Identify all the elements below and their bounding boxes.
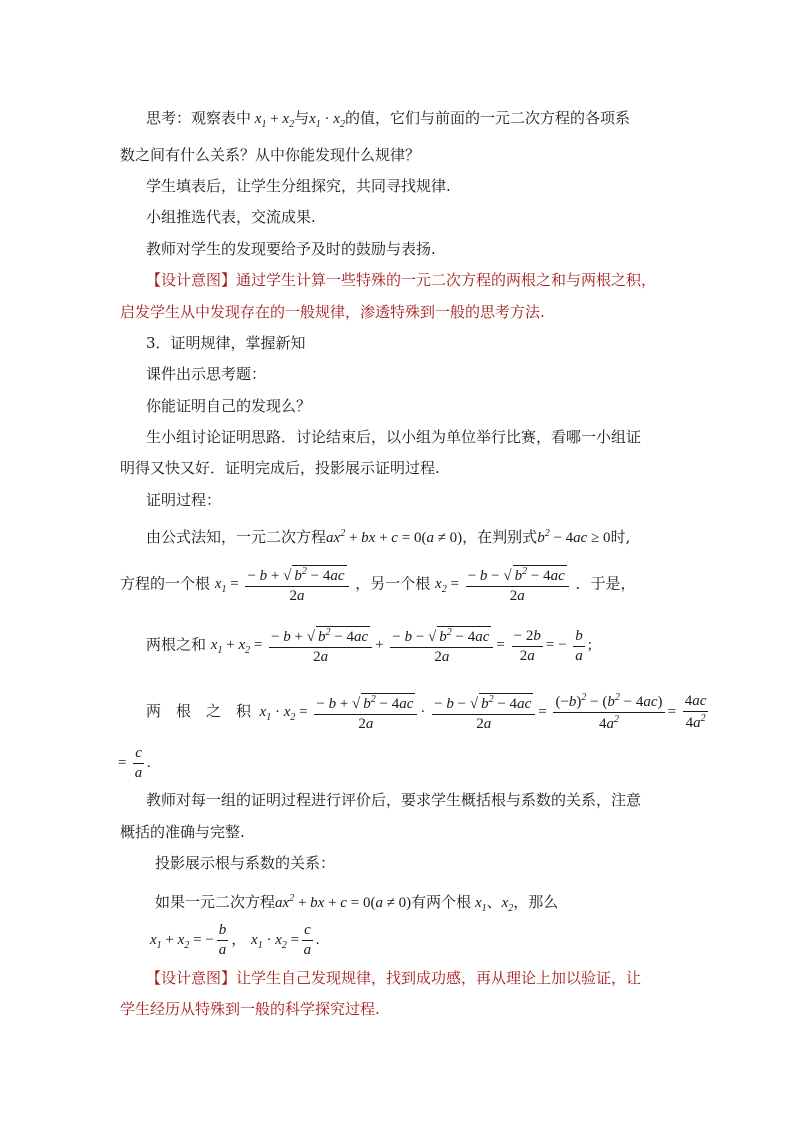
para-fill-table: 学生填表后，让学生分组探究，共同寻找规律. xyxy=(146,177,451,195)
sum-expression: $x_1 + x_2$ xyxy=(251,111,295,130)
design-intent-text: 通过学生计算一些特殊的一元二次方程的两根之和与两根之积， xyxy=(236,271,657,289)
eval-line-2: 概括的准确与完整. xyxy=(120,823,245,841)
product-label: 两 根 之 积 xyxy=(146,701,252,720)
courseware-text: 课件出示思考题： xyxy=(146,365,267,383)
roots-separator: 、 xyxy=(486,893,502,911)
if-text: 如果一元二次方程 xyxy=(155,893,276,911)
vieta-sep: ， xyxy=(231,929,247,948)
vieta-product: $x_1 \cdot x_2$ = $\frac{c}{a}$ . xyxy=(251,922,320,958)
design-intent-text-2: 让学生自己发现规律，找到成功感，再从理论上加以验证，让 xyxy=(236,969,642,987)
design-intent-2-line-1 xyxy=(146,967,641,989)
root1-label: 方程的一个根 xyxy=(120,574,211,593)
root2-formula: $x_2$ = $\frac{- b - √ b^2 - 4ac}{2a}$ xyxy=(435,576,575,592)
disc-tail: 时, xyxy=(610,528,631,546)
roots-line xyxy=(120,565,636,605)
discriminant: $b^2 - 4ac \ge 0$ xyxy=(537,528,611,546)
quadratic-equation-2: $ax^2$ + bx + c = 0(a ≠ 0) xyxy=(275,893,412,911)
sum-derivation: $x_1 + x_2$ = $\frac{- b + √ b^2 - 4ac}{2a}$ + $\frac{- b - √ b^2 - 4ac}{2a}$ = $\frac{- 2b}{2a}$ = − $\frac{b}{a}$ ; xyxy=(210,627,592,665)
think-text-a: 思考：观察表中 xyxy=(146,109,252,127)
projection-text: 投影展示根与系数的关系： xyxy=(155,854,336,872)
product-expression: $x_1 \cdot x_2$ xyxy=(309,111,345,130)
think-line-2: 数之间有什么关系？从中你能发现什么规律？ xyxy=(120,146,421,164)
think-line-1 xyxy=(146,107,630,136)
proof-label: 证明过程： xyxy=(146,491,222,509)
sum-label: 两根之和 xyxy=(146,635,207,654)
root-x2: $x_2$ xyxy=(501,895,514,914)
discuss-line-2: 明得又快又好．证明完成后，投影展示证明过程. xyxy=(120,459,440,477)
formula-intro: 由公式法知，一元二次方程 xyxy=(146,528,327,546)
product-derivation: $x_1 \cdot x_2$ = $\frac{- b + √ b^2 - 4ac}{2a}$ · $\frac{- b - √ b^2 - 4ac}{2a}$ = $\frac{(-b)^2 - (b^2 - 4ac)}{4a^2}$ = $\frac{4ac}{4a^2}$ xyxy=(255,692,707,732)
design-intent-1-line-1 xyxy=(146,269,656,291)
question-text: 你能证明自己的发现么？ xyxy=(146,397,312,415)
para-group-rep: 小组推选代表，交流成果. xyxy=(146,208,316,226)
design-intent-1-line-2: 启发学生从中发现存在的一般规律，渗透特殊到一般的思考方法. xyxy=(120,303,545,321)
product-result-line xyxy=(118,745,151,782)
product-result: = $\frac{c}{a}$ . xyxy=(118,745,151,781)
vieta-sum: $x_1 + x_2$ = − $\frac{b}{a}$ xyxy=(150,922,227,958)
think-text-b: 与 xyxy=(294,109,310,127)
has-roots-text: 有两个根 xyxy=(411,893,472,911)
vieta-line xyxy=(150,922,320,959)
formula-intro-line xyxy=(146,523,630,549)
quadratic-equation: $ax^2$ + bx + c = 0(a ≠ 0) xyxy=(326,528,463,546)
root2-tail: ．于是， xyxy=(575,574,636,593)
design-intent-tag: 【设计意图】 xyxy=(146,271,237,289)
section-heading: 3．证明规律，掌握新知 xyxy=(146,334,306,352)
product-line xyxy=(146,692,711,733)
design-intent-tag-2: 【设计意图】 xyxy=(146,969,237,987)
root-x1: $x_1$ xyxy=(471,895,487,914)
think-text-c: 的值，它们与前面的一元二次方程的各项系 xyxy=(344,109,630,127)
discuss-line-1: 生小组讨论证明思路．讨论结束后，以小组为单位举行比赛，看哪一小组证 xyxy=(146,428,642,446)
root1-formula: $x_1$ = $\frac{- b + √ b^2 - 4ac}{2a}$ xyxy=(215,576,355,592)
if-line xyxy=(155,888,558,920)
eval-line-1: 教师对每一组的证明过程进行评价后，要求学生概括根与系数的关系，注意 xyxy=(146,791,642,809)
design-intent-2-line-2: 学生经历从特殊到一般的科学探究过程. xyxy=(120,1000,380,1018)
root2-label: ，另一个根 xyxy=(355,574,431,593)
then-text: ，那么 xyxy=(513,893,559,911)
disc-intro: ，在判别式 xyxy=(462,528,538,546)
sum-line xyxy=(146,626,592,666)
para-teacher-praise: 教师对学生的发现要给予及时的鼓励与表扬. xyxy=(146,240,436,258)
